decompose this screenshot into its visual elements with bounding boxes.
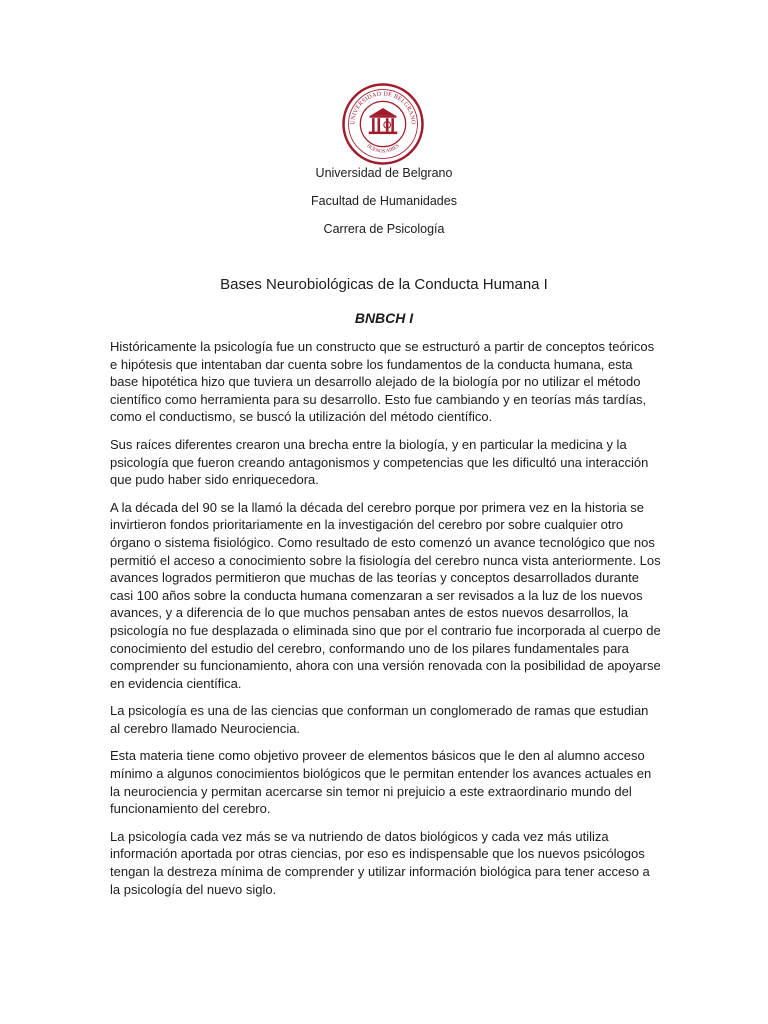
course-code: BNBCH I (354, 310, 414, 326)
paragraph: A la década del 90 se la llamó la década del cerebro porque por primera vez en la historia se invirtieron fondos prioritariamente en la investigación del cerebro por sobre cualquier otro órgano o sistema fisiológico. Como resultado de esto comenzó un avance tecnológico que nos permitió el acceso a conocimiento sobre la fisiología del cerebro nunca vista anteriormente. Los avances logrados permitieron que muchas de las teorías y conceptos desarrollados durante casi 100 años sobre la conducta humana comenzaran a ser revisados a la luz de los nuevos avances, y a diferencia de lo que muchos pensaban antes de estos nuevos desarrollos, la psicología no fue desplazada o eliminada sino que por el contrario fue incorporada al cuerpo de conocimiento del estudio del cerebro, conformando uno de los pilares fundamentales para comprender su funcionamiento, ahora con una versión renovada con la posibilidad de apoyarse en evidencia científica. (110, 499, 661, 691)
paragraph: Sus raíces diferentes crearon una brecha entre la biología, y en particular la medicina y la psicología que fueron creando antagonismos y competencias que les dificultó una interacción que pudo haber sido enriquecedora. (110, 436, 649, 488)
paragraph: La psicología cada vez más se va nutriendo de datos biológicos y cada vez más utiliza información aportada por otras ciencias, por eso es indispensable que los nuevos psicólogos tengan la destreza mínima de comprender y utilizar información biológica para tener acceso a la psicología del nuevo siglo. (110, 828, 650, 897)
career-name: Carrera de Psicología (323, 222, 445, 236)
svg-text:BUENOS AIRES: BUENOS AIRES (365, 143, 401, 155)
university-seal-logo (341, 82, 425, 166)
paragraph: La psicología es una de las ciencias que conforman un conglomerado de ramas que estudian al cerebro llamado Neurociencia. (110, 703, 649, 736)
document-body (110, 338, 662, 908)
faculty-name: Facultad de Humanidades (311, 194, 457, 208)
paragraph: Históricamente la psicología fue un constructo que se estructuró a partir de conceptos teóricos e hipótesis que intentaban dar cuenta sobre los fundamentos de la conducta humana, esta base hipotética hizo que tuviera un desarrollo alejado de la biología por no utilizar el método científico como herramienta para su desarrollo. Esto fue cambiando y en teorías más tardías, como el conductismo, se buscó la utilización del método científico. (110, 339, 655, 425)
university-name: Universidad de Belgrano (315, 166, 453, 180)
course-title: Bases Neurobiológicas de la Conducta Humana I (220, 276, 548, 293)
paragraph: Esta materia tiene como objetivo proveer de elementos básicos que le den al alumno acceso mínimo a algunos conocimientos biológicos que le permitan entender los avances actuales en la neurociencia y permitan acercarse sin temor ni prejuicio a este extraordinario mundo del funcionamiento del cerebro. (110, 748, 652, 817)
svg-text:UNIVERSIDAD DE BELGRANO: UNIVERSIDAD DE BELGRANO (350, 91, 416, 125)
